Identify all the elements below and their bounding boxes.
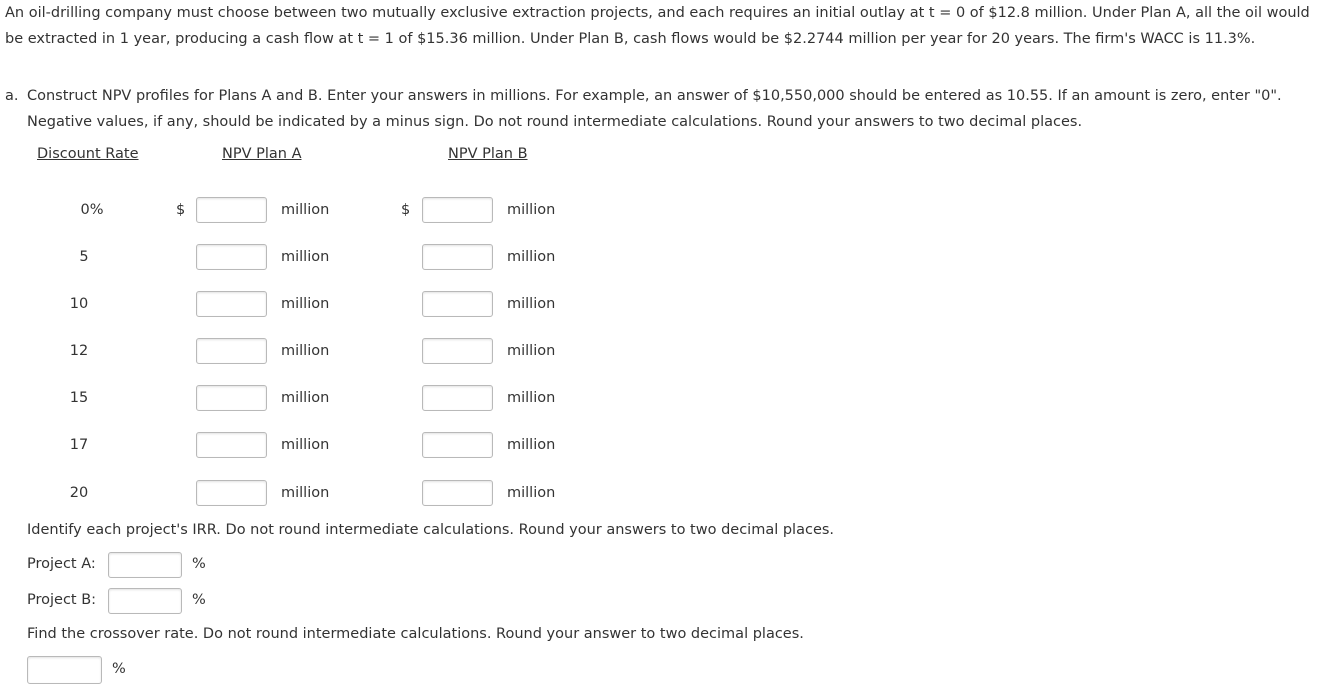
header-npv-plan-b: NPV Plan B bbox=[448, 146, 528, 162]
unit-label: million bbox=[281, 296, 330, 312]
rate-label: 15 bbox=[69, 390, 89, 406]
npv-a-input-1[interactable] bbox=[196, 244, 267, 270]
header-discount-rate: Discount Rate bbox=[37, 146, 139, 162]
percent-unit: % bbox=[192, 592, 206, 608]
unit-label: million bbox=[281, 202, 330, 218]
unit-label: million bbox=[507, 390, 556, 406]
part-a-label: a. bbox=[5, 88, 19, 104]
part-a-instructions bbox=[5, 84, 1315, 135]
unit-label: million bbox=[281, 485, 330, 501]
npv-a-input-6[interactable] bbox=[196, 480, 267, 506]
npv-b-input-4[interactable] bbox=[422, 385, 493, 411]
unit-label: million bbox=[507, 296, 556, 312]
unit-label: million bbox=[281, 390, 330, 406]
currency-symbol: $ bbox=[176, 202, 186, 218]
rate-label: 10 bbox=[69, 296, 89, 312]
npv-b-input-5[interactable] bbox=[422, 432, 493, 458]
unit-label: million bbox=[507, 202, 556, 218]
unit-label: million bbox=[507, 437, 556, 453]
unit-label: million bbox=[507, 485, 556, 501]
npv-a-input-2[interactable] bbox=[196, 291, 267, 317]
problem-statement: An oil-drilling company must choose between two mutually exclusive extraction projects, and each requires an initial outlay at t = 0 of $12.8 million. Under Plan A, all the oil would be extracted in 1 year, producing a cash flow at t = 1 of $15.36 million. Under Plan B, cash flows would be $2.2744 million per year for 20 years. The firm's WACC is 11.3%. bbox=[5, 5, 1310, 47]
crossover-rate-input[interactable] bbox=[27, 656, 102, 684]
npv-a-input-4[interactable] bbox=[196, 385, 267, 411]
rate-label: 20 bbox=[69, 485, 89, 501]
project-a-label: Project A: bbox=[27, 556, 96, 572]
header-npv-plan-a: NPV Plan A bbox=[222, 146, 302, 162]
rate-label: 5 bbox=[79, 249, 89, 265]
project-b-label: Project B: bbox=[27, 592, 97, 608]
npv-b-input-0[interactable] bbox=[422, 197, 493, 223]
npv-a-input-5[interactable] bbox=[196, 432, 267, 458]
part-a-text: Construct NPV profiles for Plans A and B. Enter your answers in millions. For example, an answer of $10,550,000 should be entered as 10.55. If an amount is zero, enter "0". Negative values, if any, should be indicated by a minus sign. Do not round intermediate calculations. Round your answers to two decimal places. bbox=[27, 88, 1282, 130]
crossover-prompt: Find the crossover rate. Do not round intermediate calculations. Round your answer to two decimal places. bbox=[27, 626, 804, 642]
percent-unit: % bbox=[112, 661, 126, 677]
rate-label: 12 bbox=[69, 343, 89, 359]
npv-b-input-6[interactable] bbox=[422, 480, 493, 506]
unit-label: million bbox=[281, 249, 330, 265]
rate-label: 17 bbox=[69, 437, 89, 453]
unit-label: million bbox=[507, 249, 556, 265]
npv-b-input-2[interactable] bbox=[422, 291, 493, 317]
irr-project-a-input[interactable] bbox=[108, 552, 182, 578]
unit-label: million bbox=[281, 343, 330, 359]
irr-prompt: Identify each project's IRR. Do not round intermediate calculations. Round your answers to two decimal places. bbox=[27, 522, 835, 538]
unit-label: million bbox=[507, 343, 556, 359]
npv-a-input-3[interactable] bbox=[196, 338, 267, 364]
npv-b-input-1[interactable] bbox=[422, 244, 493, 270]
percent-unit: % bbox=[192, 556, 206, 572]
npv-a-input-0[interactable] bbox=[196, 197, 267, 223]
npv-b-input-3[interactable] bbox=[422, 338, 493, 364]
irr-project-b-input[interactable] bbox=[108, 588, 182, 614]
unit-label: million bbox=[281, 437, 330, 453]
rate-label: 0% bbox=[80, 202, 104, 218]
currency-symbol: $ bbox=[401, 202, 411, 218]
